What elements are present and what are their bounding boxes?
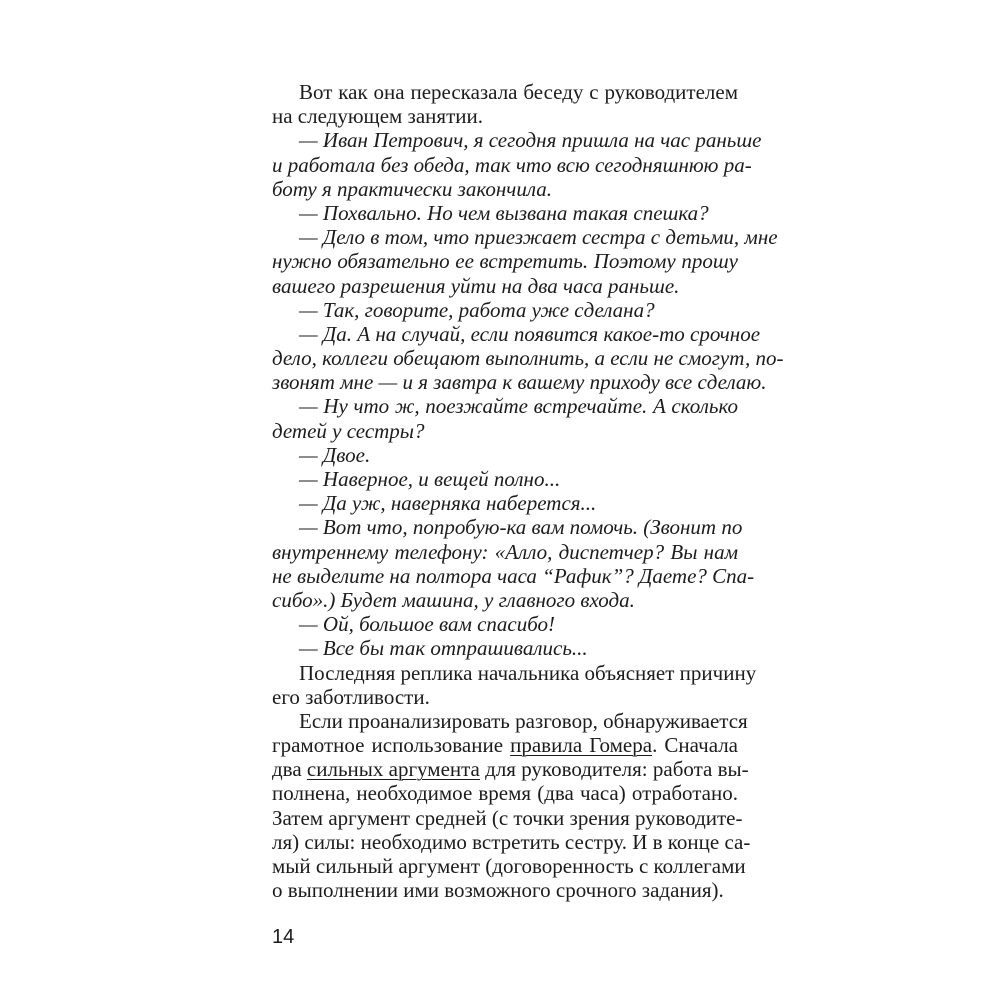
text-line: не выделите на полтора часа “Рафик”? Даете? Спа- (272, 563, 755, 588)
text-line: сибо».) Будет машина, у главного входа. (272, 587, 635, 612)
text-line: внутреннему телефону: «Алло, диспетчер? Вы нам (272, 539, 738, 564)
text-line: — Так, говорите, работа уже сделана? (299, 297, 655, 322)
text-line: — Похвально. Но чем вызвана такая спешка? (299, 200, 709, 225)
text-line: мый сильный аргумент (договоренность с коллегами (272, 854, 746, 878)
text-line: — Да. А на случай, если появится какое-то срочное (299, 321, 761, 346)
text-line: Вот как она пересказала беседу с руководителем (299, 80, 738, 104)
text-line: — Наверное, и вещей полно... (299, 467, 561, 491)
text-line: — Двое. (299, 442, 371, 467)
text-line: Последняя реплика начальника объясняет причину (299, 660, 757, 685)
dialogue-section (272, 80, 784, 709)
text-line: и работала без обеда, так что всю сегодняшнюю ра- (272, 152, 752, 177)
text-line: дело, коллеги обещают выполнить, а если не смогут, по- (272, 346, 784, 371)
text-line: — Все бы так отпрашивались... (299, 636, 588, 661)
text-fragment: для руководителя: работа вы- (479, 757, 749, 782)
text-line: — Ой, большое вам спасибо! (299, 612, 556, 637)
text-line: — Иван Петрович, я сегодня пришла на час раньше (299, 128, 762, 153)
text-line: звонят мне — и я завтра к вашему приходу все сделаю. (272, 370, 767, 395)
text-line: — Ну что ж, поезжайте встречайте. А сколько (299, 394, 738, 419)
text-fragment: два (272, 757, 307, 782)
text-line: — Вот что, попробую-ка вам помочь. (Звонит по (299, 515, 743, 540)
text-line: вашего разрешения уйти на два часа раньше. (272, 273, 680, 298)
text-line (272, 757, 749, 782)
text-line: — Да уж, наверняка наберется... (299, 491, 597, 516)
text-line: детей у сестры? (272, 418, 425, 443)
text-line: на следующем занятии. (272, 104, 483, 129)
text-line: ля) силы: необходимо встретить сестру. И в конце са- (272, 829, 751, 854)
text-fragment: грамотное использование (272, 733, 511, 758)
text-line: Затем аргумент средней (с точки зрения руководите- (272, 805, 743, 830)
page-number: 14 (272, 926, 295, 948)
text-line (272, 733, 738, 757)
page-text (272, 80, 784, 903)
text-fragment: . Сначала (652, 733, 738, 758)
strong-arguments-link[interactable]: сильных аргумента (306, 757, 480, 782)
text-line: Если проанализировать разговор, обнаруживается (299, 708, 748, 733)
homer-rule-link[interactable]: правила Гомера (510, 733, 653, 758)
analysis-paragraph (272, 708, 751, 903)
text-line: нужно обязательно ее встретить. Поэтому прошу (272, 249, 738, 274)
text-line: — Дело в том, что приезжает сестра с детьми, мне (299, 225, 778, 250)
text-line: о выполнении ими возможного срочного задания). (272, 878, 724, 903)
text-line: его заботливости. (272, 684, 430, 709)
text-line: полнена, необходимое время (два часа) отработано. (272, 781, 738, 806)
text-line: боту я практически закончила. (272, 176, 552, 201)
